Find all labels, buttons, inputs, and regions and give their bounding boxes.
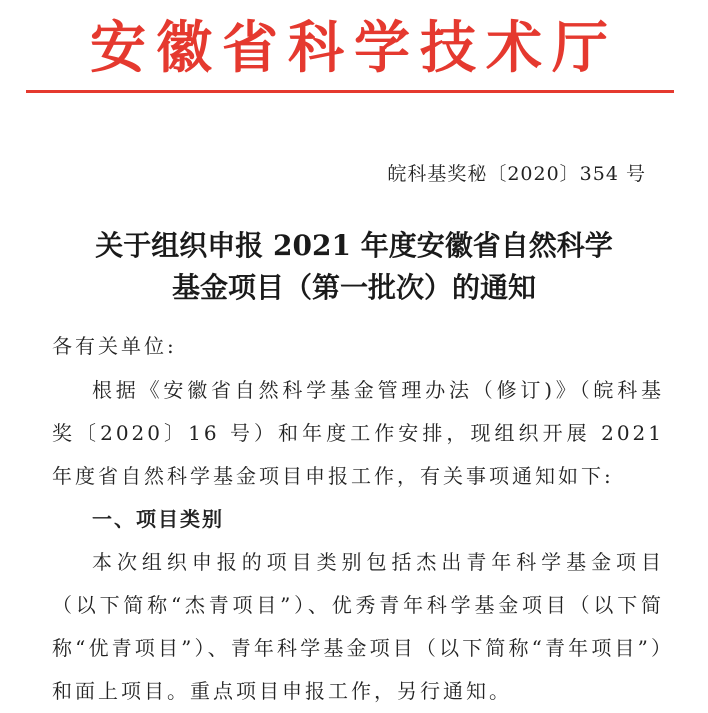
notice-title-line-2: 基金项目（第一批次）的通知 xyxy=(171,271,536,304)
document-number: 皖科基奖秘〔2020〕354 号 xyxy=(387,163,646,185)
intro-paragraph: 根据《安徽省自然科学基金管理办法（修订)》（皖科基奖〔2020〕16 号）和年度工作安排，现组织开展 2021 年度省自然科学基金项目申报工作，有关事项通知如下: xyxy=(52,378,664,488)
salutation: 各有关单位: xyxy=(52,334,177,358)
notice-title-line-1: 关于组织申报 2021 年度安徽省自然科学 xyxy=(95,229,613,262)
masthead-agency-name: 安徽省科学技术厅 xyxy=(90,16,618,81)
masthead-red-rule xyxy=(26,90,674,93)
project-categories-paragraph: 本次组织申报的项目类别包括杰出青年科学基金项目（以下简称“杰青项目”）、优秀青年科学基金项目（以下简称“优青项目”）、青年科学基金项目（以下简称“青年项目”）和面上项目。重点项目申报工作，另行通知。 xyxy=(52,550,664,703)
section-heading-project-categories: 一、项目类别 xyxy=(92,507,224,531)
